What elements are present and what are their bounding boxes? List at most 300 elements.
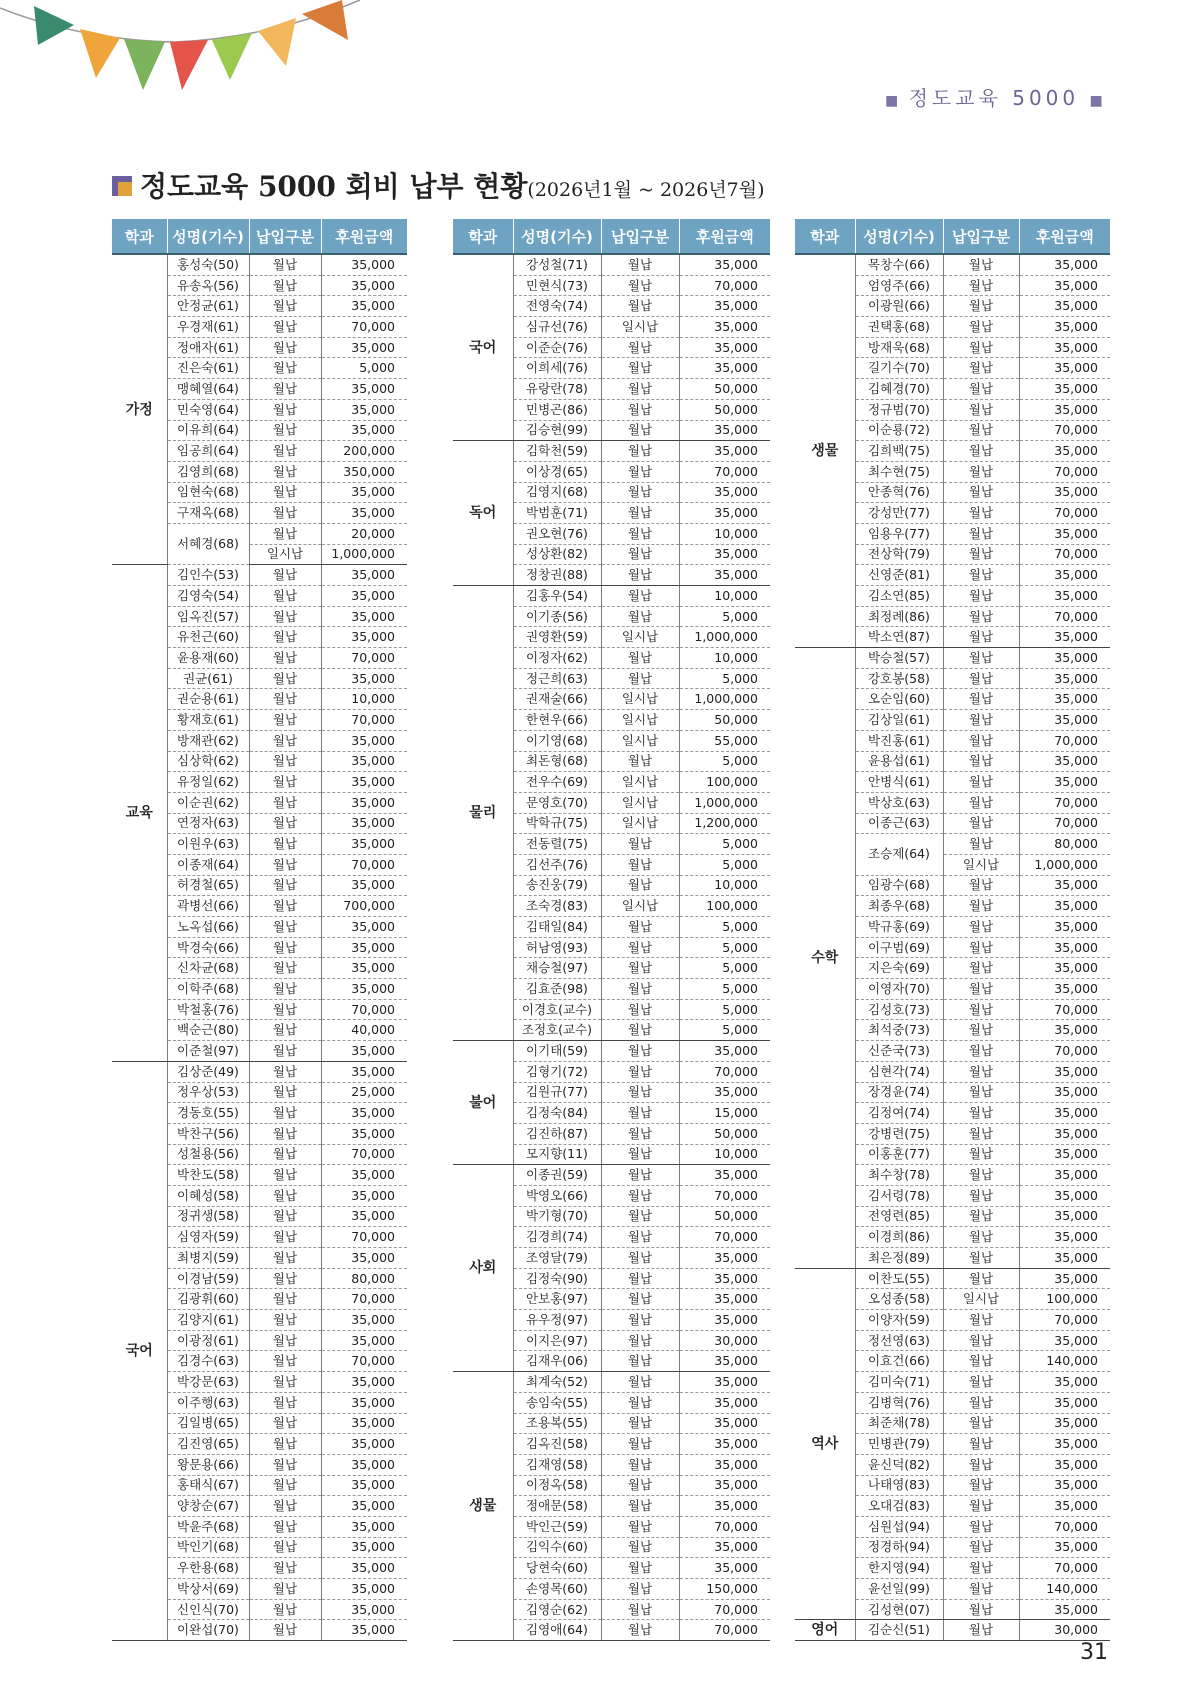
amount-cell: 200,000 [321, 441, 407, 462]
payment-type-cell: 일시납 [601, 896, 679, 917]
member-name-cell: 한지영(94) [855, 1558, 943, 1579]
payment-type-cell: 월납 [249, 1289, 321, 1310]
payment-type-cell: 월납 [601, 1475, 679, 1496]
member-name-cell: 최수현(75) [855, 461, 943, 482]
dept-cell: 불어 [453, 1041, 513, 1165]
member-name-cell: 박찬구(56) [167, 1123, 249, 1144]
amount-cell: 35,000 [679, 1372, 770, 1393]
member-name-cell: 강성만(77) [855, 503, 943, 524]
member-name-cell: 김영지(68) [513, 482, 601, 503]
amount-cell: 35,000 [679, 441, 770, 462]
header-amount: 후원금액 [321, 219, 407, 254]
amount-cell: 35,000 [679, 482, 770, 503]
member-name-cell: 조승제(64) [855, 834, 943, 875]
amount-cell: 35,000 [679, 1310, 770, 1331]
payment-type-cell: 월납 [249, 296, 321, 317]
amount-cell: 35,000 [679, 1392, 770, 1413]
payment-type-cell: 월납 [249, 1268, 321, 1289]
payment-type-cell: 일시납 [601, 689, 679, 710]
amount-cell: 35,000 [679, 1041, 770, 1062]
amount-cell: 350,000 [321, 461, 407, 482]
member-name-cell: 이기영(68) [513, 730, 601, 751]
amount-cell: 15,000 [679, 1103, 770, 1124]
member-name-cell: 정규범(70) [855, 399, 943, 420]
payment-type-cell: 월납 [249, 1351, 321, 1372]
header-name: 성명(기수) [513, 219, 601, 254]
payment-type-cell: 월납 [249, 1248, 321, 1269]
member-name-cell: 정창권(88) [513, 565, 601, 586]
amount-cell: 35,000 [321, 1206, 407, 1227]
payment-type-cell: 월납 [943, 792, 1019, 813]
payment-type-cell: 월납 [249, 586, 321, 607]
member-name-cell: 임광수(68) [855, 875, 943, 896]
amount-cell: 100,000 [679, 896, 770, 917]
payment-type-cell: 월납 [943, 1061, 1019, 1082]
member-name-cell: 정우상(53) [167, 1082, 249, 1103]
member-name-cell: 이경호(교수) [513, 999, 601, 1020]
member-name-cell: 박상호(63) [855, 792, 943, 813]
payment-type-cell: 일시납 [601, 813, 679, 834]
amount-cell: 35,000 [1019, 896, 1110, 917]
amount-cell: 1,000,000 [321, 544, 407, 565]
payment-type-cell: 월납 [249, 420, 321, 441]
dept-cell: 사회 [453, 1165, 513, 1372]
member-name-cell: 맹혜열(64) [167, 379, 249, 400]
member-name-cell: 김미숙(71) [855, 1372, 943, 1393]
member-name-cell: 손영목(60) [513, 1579, 601, 1600]
member-name-cell: 이광정(61) [167, 1330, 249, 1351]
amount-cell: 80,000 [1019, 834, 1110, 855]
amount-cell: 55,000 [679, 730, 770, 751]
member-name-cell: 김양지(61) [167, 1310, 249, 1331]
amount-cell: 35,000 [321, 668, 407, 689]
member-name-cell: 김소연(85) [855, 586, 943, 607]
payment-type-cell: 월납 [601, 1289, 679, 1310]
dept-cell: 생물 [795, 254, 855, 648]
member-name-cell: 노옥섭(66) [167, 917, 249, 938]
member-name-cell: 안정균(61) [167, 296, 249, 317]
member-name-cell: 최계숙(52) [513, 1372, 601, 1393]
table-row [453, 1372, 770, 1393]
header-dept: 학과 [795, 219, 855, 254]
amount-cell: 10,000 [321, 689, 407, 710]
member-name-cell: 김희백(75) [855, 441, 943, 462]
payment-type-cell: 월납 [249, 1165, 321, 1186]
amount-cell: 1,000,000 [679, 792, 770, 813]
square-bullet-icon: ■ [1089, 93, 1103, 109]
dept-cell: 생물 [453, 1372, 513, 1641]
amount-cell: 35,000 [321, 482, 407, 503]
member-name-cell: 구재옥(68) [167, 503, 249, 524]
payment-type-cell: 일시납 [943, 854, 1019, 875]
payment-type-cell: 월납 [249, 1103, 321, 1124]
payment-type-cell: 월납 [249, 482, 321, 503]
amount-cell: 35,000 [1019, 482, 1110, 503]
member-name-cell: 김광휘(60) [167, 1289, 249, 1310]
amount-cell: 35,000 [1019, 296, 1110, 317]
table-row [795, 648, 1110, 669]
amount-cell: 140,000 [1019, 1579, 1110, 1600]
amount-cell: 35,000 [321, 1620, 407, 1641]
payment-type-cell: 월납 [249, 937, 321, 958]
amount-cell: 70,000 [321, 710, 407, 731]
amount-cell: 35,000 [679, 1268, 770, 1289]
amount-cell: 35,000 [679, 358, 770, 379]
amount-cell: 35,000 [321, 606, 407, 627]
member-name-cell: 홍태식(67) [167, 1475, 249, 1496]
member-name-cell: 박진홍(61) [855, 730, 943, 751]
member-name-cell: 안보홍(97) [513, 1289, 601, 1310]
amount-cell: 35,000 [1019, 772, 1110, 793]
payment-type-cell: 월납 [943, 1185, 1019, 1206]
amount-cell: 70,000 [1019, 503, 1110, 524]
member-name-cell: 최돈형(68) [513, 751, 601, 772]
payment-type-cell: 월납 [943, 296, 1019, 317]
amount-cell: 70,000 [679, 275, 770, 296]
payment-type-cell: 월납 [601, 1041, 679, 1062]
amount-cell: 50,000 [679, 379, 770, 400]
dept-cell: 국어 [112, 1061, 167, 1640]
payment-type-cell: 월납 [943, 1558, 1019, 1579]
member-name-cell: 윤신덕(82) [855, 1454, 943, 1475]
amount-cell: 1,200,000 [679, 813, 770, 834]
payment-type-cell: 월납 [249, 1579, 321, 1600]
member-name-cell: 박철홍(76) [167, 999, 249, 1020]
payment-type-cell: 월납 [943, 1041, 1019, 1062]
amount-cell: 35,000 [321, 1061, 407, 1082]
amount-cell: 1,000,000 [1019, 854, 1110, 875]
amount-cell: 100,000 [1019, 1289, 1110, 1310]
payment-type-cell: 월납 [249, 875, 321, 896]
member-name-cell: 오순임(60) [855, 689, 943, 710]
member-name-cell: 나태영(83) [855, 1475, 943, 1496]
amount-cell: 35,000 [679, 317, 770, 338]
amount-cell: 35,000 [1019, 337, 1110, 358]
member-name-cell: 이종권(59) [513, 1165, 601, 1186]
member-name-cell: 서혜경(68) [167, 523, 249, 564]
amount-cell: 70,000 [321, 1351, 407, 1372]
payment-type-cell: 월납 [601, 1454, 679, 1475]
amount-cell: 70,000 [1019, 813, 1110, 834]
member-name-cell: 최종우(68) [855, 896, 943, 917]
member-name-cell: 성철용(56) [167, 1144, 249, 1165]
member-name-cell: 박기형(70) [513, 1206, 601, 1227]
amount-cell: 70,000 [1019, 730, 1110, 751]
payment-type-cell: 월납 [943, 813, 1019, 834]
amount-cell: 35,000 [321, 420, 407, 441]
payment-type-cell: 월납 [601, 1413, 679, 1434]
payment-type-cell: 월납 [249, 317, 321, 338]
payment-type-cell: 월납 [943, 1206, 1019, 1227]
member-name-cell: 김형기(72) [513, 1061, 601, 1082]
member-name-cell: 김병혁(76) [855, 1392, 943, 1413]
member-name-cell: 이학주(68) [167, 979, 249, 1000]
payment-type-cell: 월납 [601, 296, 679, 317]
member-name-cell: 권균(61) [167, 668, 249, 689]
amount-cell: 700,000 [321, 896, 407, 917]
payment-type-cell: 월납 [601, 1185, 679, 1206]
amount-cell: 35,000 [1019, 1330, 1110, 1351]
amount-cell: 70,000 [321, 999, 407, 1020]
amount-cell: 35,000 [1019, 875, 1110, 896]
payment-type-cell: 월납 [943, 1620, 1019, 1641]
header-name: 성명(기수) [167, 219, 249, 254]
amount-cell: 5,000 [679, 751, 770, 772]
member-name-cell: 전동렬(75) [513, 834, 601, 855]
amount-cell: 50,000 [679, 399, 770, 420]
amount-cell: 35,000 [321, 834, 407, 855]
payment-type-cell: 월납 [943, 358, 1019, 379]
member-name-cell: 신준국(73) [855, 1041, 943, 1062]
member-name-cell: 허남영(93) [513, 937, 601, 958]
amount-cell: 35,000 [1019, 648, 1110, 669]
payment-type-cell: 월납 [249, 275, 321, 296]
amount-cell: 35,000 [1019, 254, 1110, 275]
amount-cell: 70,000 [1019, 1310, 1110, 1331]
amount-cell: 70,000 [321, 1289, 407, 1310]
amount-cell: 5,000 [679, 606, 770, 627]
amount-cell: 35,000 [1019, 1123, 1110, 1144]
payment-type-cell: 월납 [249, 1620, 321, 1641]
payment-type-cell: 월납 [943, 565, 1019, 586]
amount-cell: 35,000 [679, 1248, 770, 1269]
payment-type-cell: 월납 [943, 730, 1019, 751]
payment-type-cell: 월납 [601, 648, 679, 669]
amount-cell: 10,000 [679, 523, 770, 544]
member-name-cell: 민현식(73) [513, 275, 601, 296]
amount-cell: 70,000 [679, 1061, 770, 1082]
amount-cell: 35,000 [1019, 917, 1110, 938]
table-row [453, 1041, 770, 1062]
member-name-cell: 민숙영(64) [167, 399, 249, 420]
amount-cell: 70,000 [1019, 461, 1110, 482]
payment-type-cell: 월납 [249, 1206, 321, 1227]
member-name-cell: 이완섭(70) [167, 1620, 249, 1641]
payment-type-cell: 월납 [943, 606, 1019, 627]
member-name-cell: 박소연(87) [855, 627, 943, 648]
payment-type-cell: 월납 [943, 1351, 1019, 1372]
member-name-cell: 김옥진(58) [513, 1434, 601, 1455]
member-name-cell: 지은숙(69) [855, 958, 943, 979]
member-name-cell: 박영오(66) [513, 1185, 601, 1206]
table-row [453, 254, 770, 275]
payment-type-cell: 월납 [601, 379, 679, 400]
payment-type-cell: 일시납 [249, 544, 321, 565]
payment-type-cell: 월납 [943, 482, 1019, 503]
amount-cell: 70,000 [321, 854, 407, 875]
member-name-cell: 이홍훈(77) [855, 1144, 943, 1165]
amount-cell: 35,000 [1019, 627, 1110, 648]
member-name-cell: 박승철(57) [855, 648, 943, 669]
payment-type-cell: 월납 [601, 917, 679, 938]
member-name-cell: 강호봉(58) [855, 668, 943, 689]
payment-type-cell: 월납 [249, 648, 321, 669]
member-name-cell: 전우수(69) [513, 772, 601, 793]
header-name: 성명(기수) [855, 219, 943, 254]
amount-cell: 140,000 [1019, 1351, 1110, 1372]
member-name-cell: 김영순(62) [513, 1599, 601, 1620]
amount-cell: 35,000 [1019, 937, 1110, 958]
payment-type-cell: 월납 [249, 668, 321, 689]
amount-cell: 35,000 [321, 1185, 407, 1206]
member-name-cell: 이정옥(58) [513, 1475, 601, 1496]
amount-cell: 35,000 [679, 1496, 770, 1517]
payment-type-cell: 월납 [943, 648, 1019, 669]
payment-type-cell: 월납 [943, 441, 1019, 462]
amount-cell: 35,000 [1019, 1372, 1110, 1393]
member-name-cell: 권택홍(68) [855, 317, 943, 338]
member-name-cell: 김원규(77) [513, 1082, 601, 1103]
member-name-cell: 김태일(84) [513, 917, 601, 938]
member-name-cell: 김일병(65) [167, 1413, 249, 1434]
amount-cell: 35,000 [679, 420, 770, 441]
payment-type-cell: 월납 [249, 1372, 321, 1393]
dept-cell: 수학 [795, 648, 855, 1269]
amount-cell: 70,000 [1019, 606, 1110, 627]
payment-type-cell: 월납 [249, 523, 321, 544]
member-name-cell: 유송옥(56) [167, 275, 249, 296]
payment-type-cell: 월납 [943, 896, 1019, 917]
member-name-cell: 이순룡(72) [855, 420, 943, 441]
payment-type-cell: 월납 [943, 627, 1019, 648]
payment-type-cell: 월납 [601, 1434, 679, 1455]
payment-type-cell: 월납 [943, 875, 1019, 896]
square-bullet-icon: ■ [885, 93, 899, 109]
header-type: 납입구분 [601, 219, 679, 254]
member-name-cell: 오성종(58) [855, 1289, 943, 1310]
payment-type-cell: 월납 [601, 1268, 679, 1289]
payment-type-cell: 월납 [943, 1123, 1019, 1144]
payment-type-cell: 월납 [943, 1392, 1019, 1413]
member-name-cell: 김상일(61) [855, 710, 943, 731]
payment-type-cell: 월납 [249, 461, 321, 482]
member-name-cell: 신인식(70) [167, 1599, 249, 1620]
member-name-cell: 김진하(87) [513, 1123, 601, 1144]
amount-cell: 35,000 [321, 1248, 407, 1269]
payment-type-cell: 월납 [249, 1082, 321, 1103]
payment-type-cell: 월납 [601, 1206, 679, 1227]
amount-cell: 35,000 [679, 1351, 770, 1372]
member-name-cell: 이유희(64) [167, 420, 249, 441]
payment-type-cell: 월납 [249, 627, 321, 648]
amount-cell: 35,000 [679, 254, 770, 275]
amount-cell: 35,000 [321, 772, 407, 793]
amount-cell: 35,000 [321, 379, 407, 400]
payment-type-cell: 월납 [943, 1516, 1019, 1537]
amount-cell: 35,000 [679, 337, 770, 358]
payment-type-cell: 월납 [943, 317, 1019, 338]
member-name-cell: 이혜성(58) [167, 1185, 249, 1206]
payment-type-cell: 월납 [943, 275, 1019, 296]
member-name-cell: 권오현(76) [513, 523, 601, 544]
member-name-cell: 김서령(78) [855, 1185, 943, 1206]
member-name-cell: 김재영(58) [513, 1454, 601, 1475]
payment-type-cell: 월납 [249, 1413, 321, 1434]
amount-cell: 35,000 [321, 1372, 407, 1393]
amount-cell: 35,000 [321, 337, 407, 358]
amount-cell: 35,000 [1019, 958, 1110, 979]
payment-type-cell: 월납 [601, 875, 679, 896]
payment-type-cell: 월납 [601, 1392, 679, 1413]
payment-type-cell: 월납 [943, 772, 1019, 793]
member-name-cell: 방재욱(68) [855, 337, 943, 358]
payment-type-cell: 월납 [249, 1558, 321, 1579]
amount-cell: 70,000 [1019, 544, 1110, 565]
payment-type-cell: 월납 [249, 1330, 321, 1351]
member-name-cell: 권순용(61) [167, 689, 249, 710]
member-name-cell: 최은정(89) [855, 1248, 943, 1269]
member-name-cell: 김상준(49) [167, 1061, 249, 1082]
page-number: 31 [1080, 1640, 1108, 1665]
amount-cell: 70,000 [679, 1599, 770, 1620]
payment-type-cell: 월납 [249, 792, 321, 813]
amount-cell: 70,000 [1019, 420, 1110, 441]
member-name-cell: 이광원(66) [855, 296, 943, 317]
dept-cell: 영어 [795, 1620, 855, 1641]
payment-type-cell: 월납 [249, 1496, 321, 1517]
payment-type-cell: 월납 [943, 586, 1019, 607]
member-name-cell: 유천근(60) [167, 627, 249, 648]
member-name-cell: 이상경(65) [513, 461, 601, 482]
amount-cell: 35,000 [321, 1454, 407, 1475]
payment-type-cell: 월납 [601, 999, 679, 1020]
payment-type-cell: 월납 [249, 1310, 321, 1331]
amount-cell: 35,000 [321, 627, 407, 648]
payment-type-cell: 월납 [601, 1372, 679, 1393]
member-name-cell: 김인수(53) [167, 565, 249, 586]
member-name-cell: 전영련(85) [855, 1206, 943, 1227]
payment-type-cell: 월납 [249, 1599, 321, 1620]
payment-type-cell: 월납 [943, 1475, 1019, 1496]
payment-type-cell: 월납 [249, 1454, 321, 1475]
amount-cell: 50,000 [679, 1206, 770, 1227]
amount-cell: 1,000,000 [679, 689, 770, 710]
payment-type-cell: 월납 [249, 730, 321, 751]
member-name-cell: 이찬도(55) [855, 1268, 943, 1289]
payment-type-cell: 월납 [943, 399, 1019, 420]
amount-cell: 35,000 [321, 979, 407, 1000]
payment-type-cell: 월납 [943, 1434, 1019, 1455]
member-name-cell: 김학천(59) [513, 441, 601, 462]
member-name-cell: 이정자(62) [513, 648, 601, 669]
amount-cell: 35,000 [321, 1310, 407, 1331]
payment-type-cell: 월납 [249, 1123, 321, 1144]
amount-cell: 35,000 [1019, 1165, 1110, 1186]
header-amount: 후원금액 [1019, 219, 1110, 254]
member-name-cell: 김경희(74) [513, 1227, 601, 1248]
payment-type-cell: 월납 [249, 1061, 321, 1082]
member-name-cell: 최정례(86) [855, 606, 943, 627]
member-name-cell: 김익수(60) [513, 1537, 601, 1558]
amount-cell: 35,000 [1019, 979, 1110, 1000]
payment-type-cell: 월납 [943, 1248, 1019, 1269]
payment-type-cell: 월납 [601, 979, 679, 1000]
donation-table-1 [112, 219, 407, 1641]
table-row [795, 1620, 1110, 1641]
member-name-cell: 유랑란(78) [513, 379, 601, 400]
payment-type-cell: 월납 [249, 1537, 321, 1558]
member-name-cell: 정선영(63) [855, 1330, 943, 1351]
amount-cell: 35,000 [321, 792, 407, 813]
payment-type-cell: 월납 [601, 937, 679, 958]
member-name-cell: 권재술(66) [513, 689, 601, 710]
member-name-cell: 오대검(83) [855, 1496, 943, 1517]
member-name-cell: 한현우(66) [513, 710, 601, 731]
member-name-cell: 조용복(55) [513, 1413, 601, 1434]
payment-type-cell: 월납 [943, 1537, 1019, 1558]
amount-cell: 35,000 [321, 1330, 407, 1351]
payment-type-cell: 월납 [601, 854, 679, 875]
